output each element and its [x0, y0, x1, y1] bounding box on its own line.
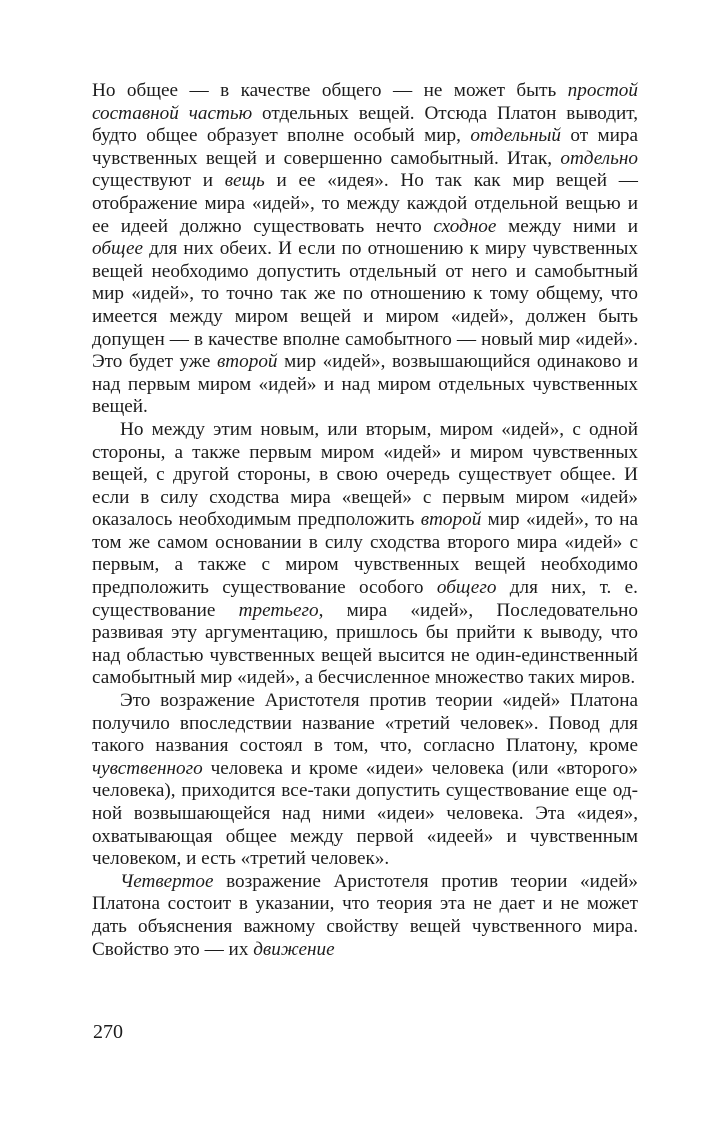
emphasized-text: третьего	[238, 599, 319, 621]
emphasized-text: вещь	[224, 170, 265, 192]
emphasized-text: общего	[436, 577, 497, 599]
text-segment: Но общее — в качестве общего — не может быть	[92, 80, 568, 101]
text-segment: существуют и	[92, 170, 225, 192]
page-number: 270	[93, 1021, 123, 1043]
paragraph	[92, 80, 638, 419]
emphasized-text: общее	[92, 238, 143, 260]
text-segment: от мира чувственных вещей и совершенно самобытный. Итак,	[92, 125, 639, 169]
text-segment: Но между этим новым, или вторым, миром «идей», с одной стороны, а также первым миром «идей» и миром чувственных вещей, с другой стороны, в свою очередь существует общее. И если в силу сходства мира «вещей» с первым миром «идей» оказалось необходимым предположить	[92, 418, 638, 531]
emphasized-text: второй	[420, 509, 482, 531]
text-segment: Это возражение Аристотеля против теории «идей» Платона получило впоследствии название «третий человек». Повод для такого названия состоял в том, что, согласно Платону, кроме	[92, 690, 638, 757]
text-segment: отдельных вещей. Отсюда Платон выводит, будто общее образует вполне особый мир,	[92, 102, 638, 147]
paragraph	[92, 871, 638, 961]
text-segment: и ее «идея». Но так как мир вещей — отображение мира «идей», то между каждой отдельной вещью и ее идеей должно существовать нечто	[92, 170, 638, 237]
emphasized-text: сходное	[433, 215, 497, 237]
paragraph	[92, 690, 638, 871]
text-segment: мир «идей», то на том же самом основании в силу сходства второго мира «идей» с первым, а также с миром чувственных вещей необходимо предположить существование особого	[92, 509, 638, 599]
text-segment: для них обеих. И если по отношению к миру чувственных вещей необходимо допустить отдельный от него и самобытный мир «идей», то точно так же по отношению к тому общему, что имеется между миром вещей и миром «идей», должен быть допущен — в качестве вполне самобытного — новый мир «идей». Это будет уже	[92, 238, 638, 373]
emphasized-text: отдельный	[470, 125, 561, 147]
emphasized-text: простой составной частью	[92, 80, 638, 124]
text-segment: , мира «идей», Последовательно развивая эту аргументацию, пришлось бы прийти к выводу, что над областью чувственных вещей высится не один-единственный самобытный мир «идей», а бесчисленное множество таких миров.	[92, 599, 638, 689]
emphasized-text: Четвертое	[120, 870, 214, 892]
text-body	[92, 80, 638, 961]
text-segment: между ними и	[496, 215, 638, 237]
text-segment: для них, т. е. существование	[92, 577, 638, 621]
book-page	[92, 80, 638, 961]
text-segment: мир «идей», возвышающийся одинаково и над первым миром «идей» и над миром отдельных чувственных вещей.	[92, 351, 638, 418]
emphasized-text: второй	[216, 351, 278, 373]
emphasized-text: отдельно	[560, 147, 638, 169]
text-segment: человека и кроме «идеи» человека (или «второго» человека), приходится все-таки допустить существование еще одной возвышающейся над ними «идеи» человека. Эта «идея», охватывающая общее между первой «идеей» и чувственным человеком, и есть «третий человек».	[92, 757, 638, 870]
paragraph	[92, 419, 638, 690]
text-segment: возражение Аристотеля против теории «идей» Платона состоит в указании, что теория эта не дает и не может дать объяснения важному свойству вещей чувственного мира. Свойство это — их	[92, 870, 638, 960]
emphasized-text: чувственного	[92, 757, 203, 779]
emphasized-text: движение	[253, 938, 335, 960]
